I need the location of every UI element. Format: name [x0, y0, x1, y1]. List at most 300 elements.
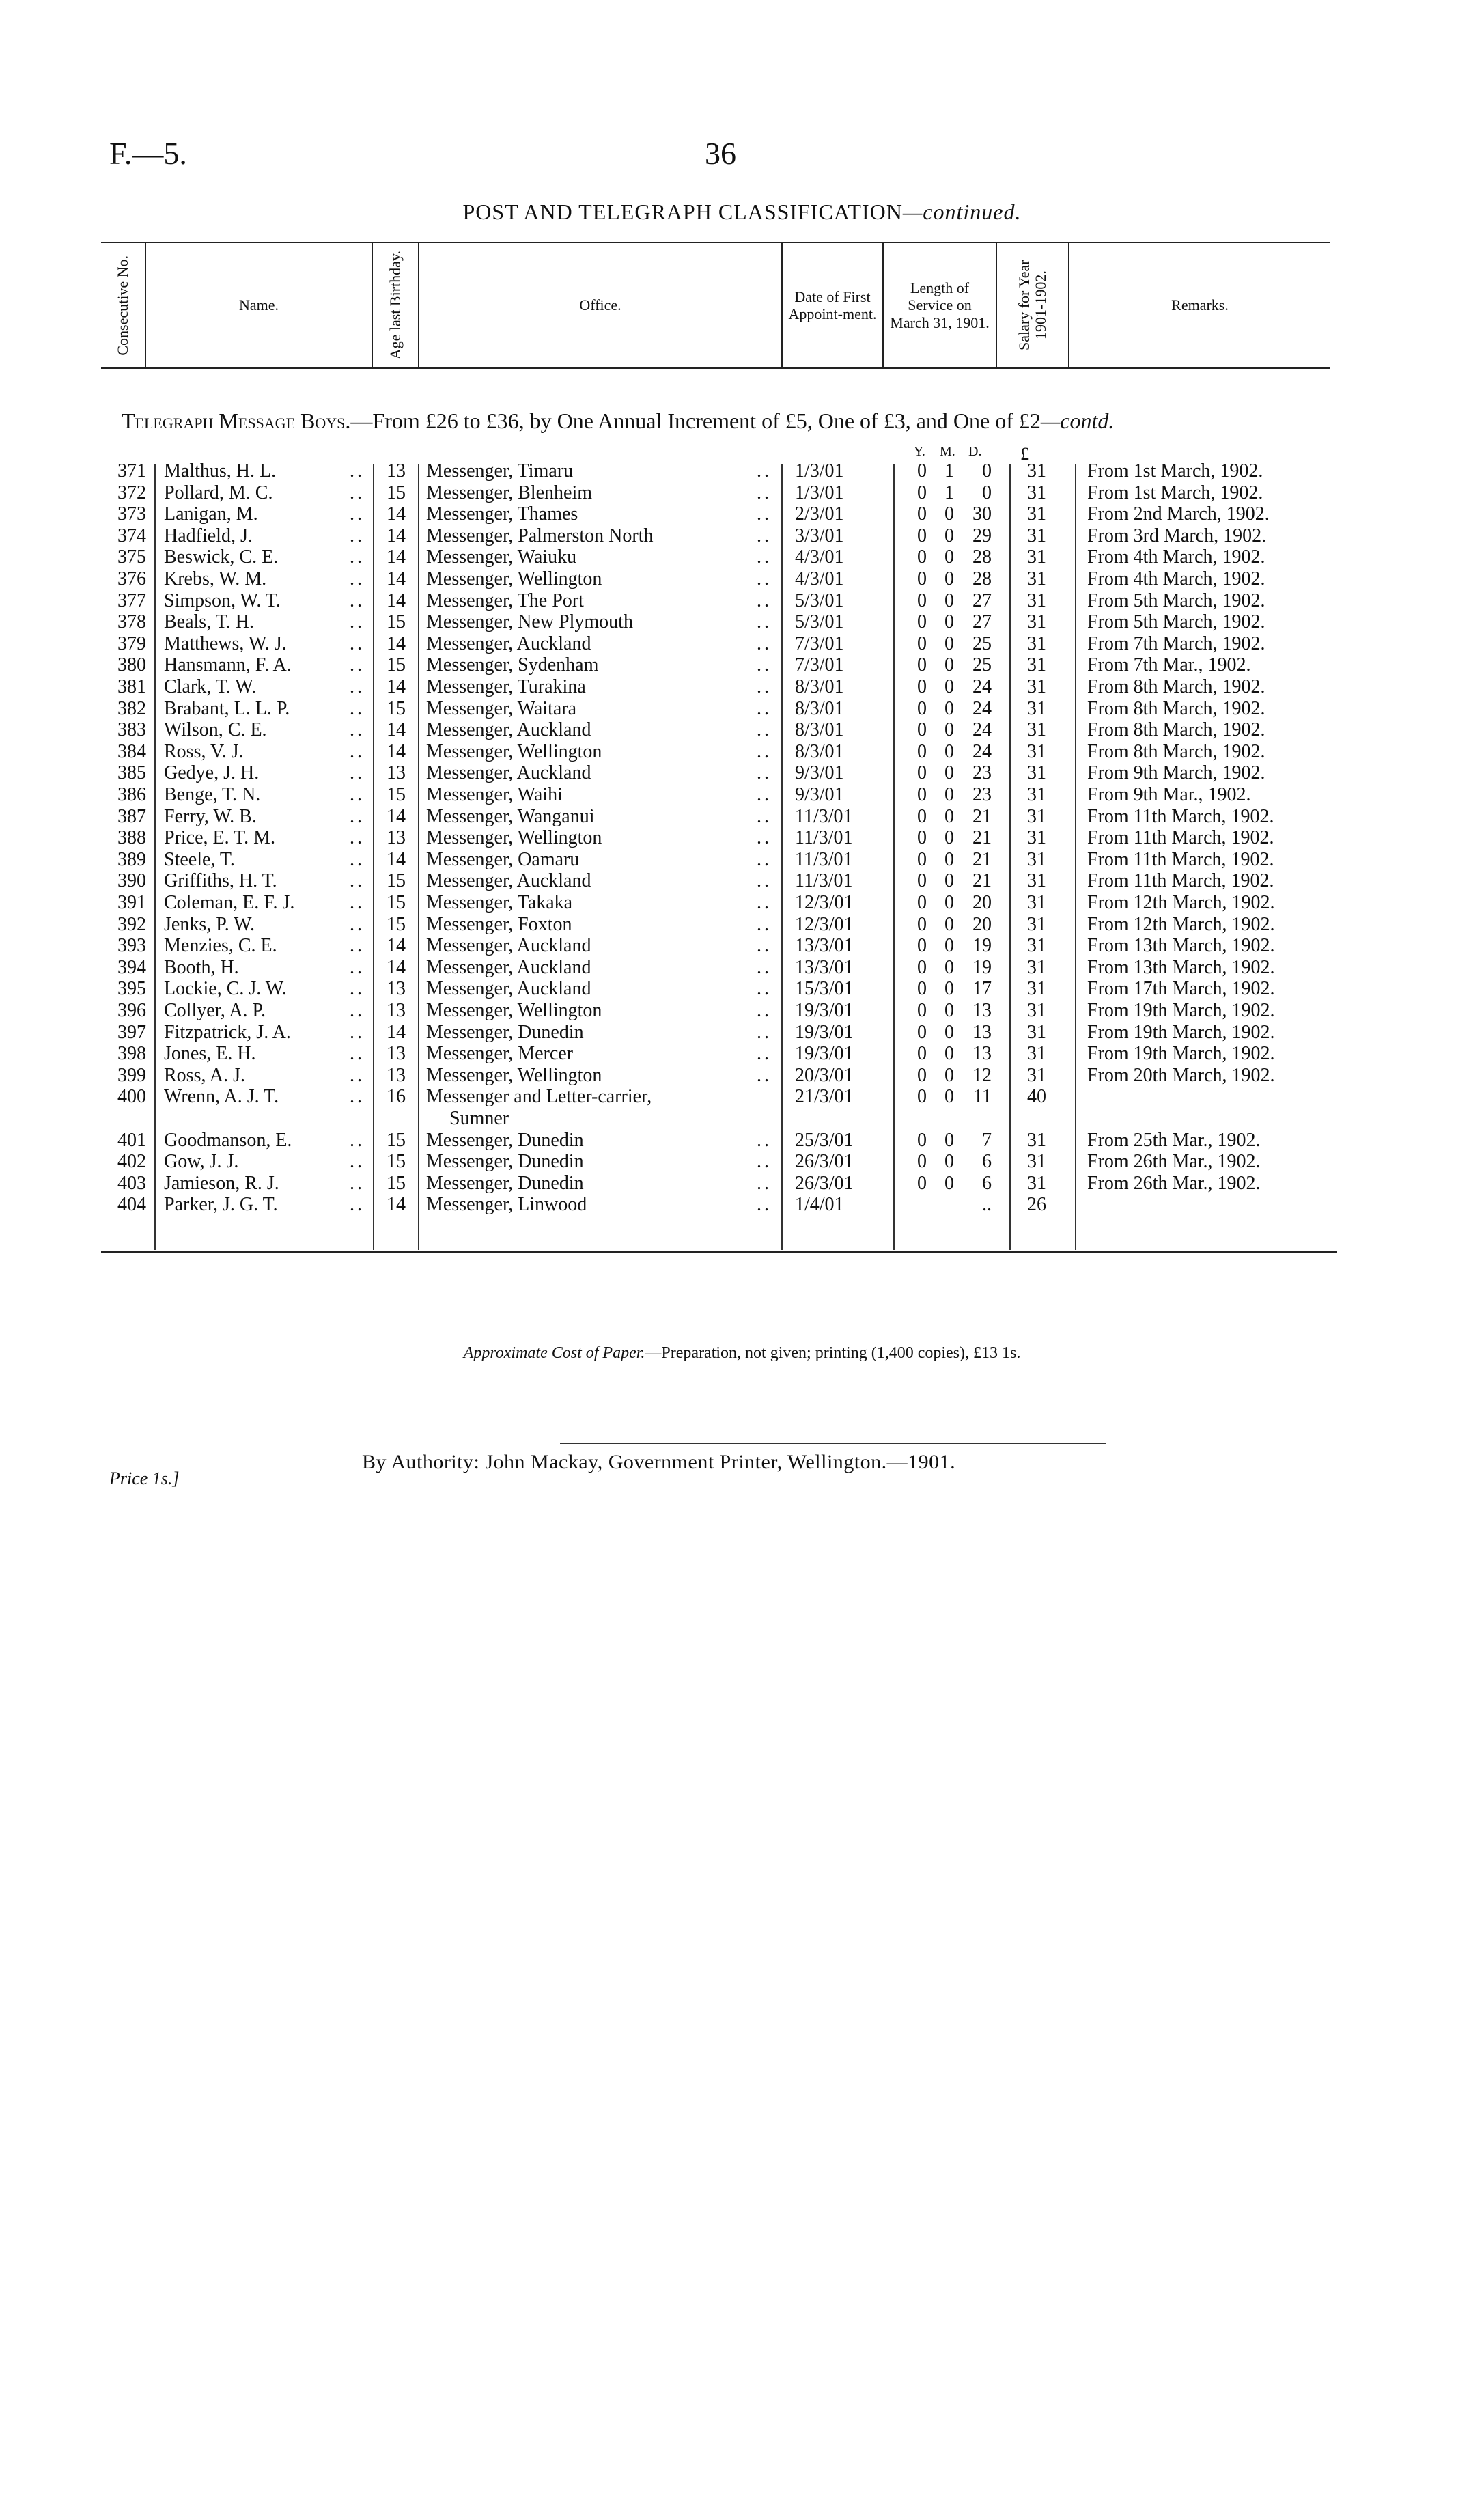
price-note: Price 1s.]: [109, 1468, 180, 1488]
row-number: 402: [117, 1151, 146, 1173]
row-number: 396: [117, 1000, 146, 1021]
leader-dots: ..: [757, 632, 772, 654]
row-number: 394: [117, 956, 146, 978]
row-months: 1: [944, 482, 954, 503]
row-months: 0: [944, 568, 954, 589]
row-name: Lanigan, M.: [164, 503, 258, 525]
table-row: [101, 1022, 1351, 1044]
row-days: 11: [973, 1086, 992, 1108]
row-years: 0: [917, 1000, 927, 1021]
leader-dots: ..: [350, 697, 365, 719]
table-row: [101, 525, 1351, 547]
row-days: 25: [972, 654, 992, 676]
table-row: [101, 611, 1351, 633]
table-row: [101, 719, 1351, 741]
row-name: Ferry, W. B.: [164, 805, 257, 827]
leader-dots: ..: [757, 503, 772, 525]
row-years: 0: [917, 740, 927, 762]
row-salary: 31: [1027, 460, 1046, 482]
row-age: 14: [387, 676, 406, 697]
row-name: Coleman, E. F. J.: [164, 892, 295, 913]
row-salary: 31: [1027, 632, 1046, 654]
row-months: 0: [944, 956, 954, 978]
row-office: Messenger, Linwood: [426, 1194, 587, 1216]
row-salary: 40: [1027, 1086, 1046, 1108]
row-office: Messenger, Sydenham: [426, 654, 599, 676]
row-date: 25/3/01: [795, 1129, 854, 1151]
row-age: 15: [387, 654, 406, 676]
row-days: 28: [972, 568, 992, 589]
row-name: Pollard, M. C.: [164, 482, 273, 503]
row-name: Ross, A. J.: [164, 1064, 246, 1086]
row-age: 13: [387, 762, 406, 784]
row-months: 0: [944, 654, 954, 676]
row-date: 13/3/01: [795, 956, 854, 978]
row-number: 392: [117, 913, 146, 935]
row-age: 14: [387, 589, 406, 611]
row-remarks: From 11th March, 1902.: [1087, 848, 1274, 870]
leader-dots: ..: [350, 460, 365, 482]
table-row: [101, 568, 1351, 590]
row-date: 5/3/01: [795, 611, 844, 633]
leader-dots: ..: [757, 697, 772, 719]
row-months: 0: [944, 1021, 954, 1043]
table-row: [101, 460, 1351, 482]
row-years: 0: [917, 956, 927, 978]
row-months: 0: [944, 546, 954, 568]
leader-dots: ..: [757, 784, 772, 805]
page-title: [0, 199, 1484, 225]
row-name: Gedye, J. H.: [164, 762, 260, 784]
row-age: 13: [387, 460, 406, 482]
row-age: 14: [387, 848, 406, 870]
row-months: 0: [944, 848, 954, 870]
row-age: 15: [387, 482, 406, 503]
row-date: 5/3/01: [795, 589, 844, 611]
row-office: Messenger, New Plymouth: [426, 611, 633, 633]
row-office: Messenger, Wanganui: [426, 805, 595, 827]
row-days: 21: [972, 848, 992, 870]
row-months: 0: [944, 762, 954, 784]
row-number: 373: [117, 503, 146, 525]
row-months: 0: [944, 935, 954, 957]
row-remarks: From 12th March, 1902.: [1087, 913, 1275, 935]
row-office: Messenger, Foxton: [426, 913, 572, 935]
row-remarks: From 20th March, 1902.: [1087, 1064, 1275, 1086]
row-number: 386: [117, 784, 146, 805]
row-number: 404: [117, 1194, 146, 1216]
table-row: [101, 503, 1351, 525]
header-remarks: Remarks.: [1171, 296, 1229, 314]
row-salary: 31: [1027, 1043, 1046, 1065]
leader-dots: ..: [757, 482, 772, 503]
row-remarks: From 9th March, 1902.: [1087, 762, 1265, 784]
row-salary: 31: [1027, 913, 1046, 935]
row-office: Messenger, Waiuku: [426, 546, 577, 568]
row-days: 19: [972, 956, 992, 978]
row-salary: 31: [1027, 848, 1046, 870]
row-salary: 31: [1027, 546, 1046, 568]
leader-dots: ..: [757, 956, 772, 978]
row-date: 7/3/01: [795, 632, 844, 654]
table-row: [101, 698, 1351, 720]
row-years: 0: [917, 1151, 927, 1173]
row-date: 8/3/01: [795, 697, 844, 719]
row-years: 0: [917, 762, 927, 784]
page-number: 36: [705, 136, 736, 171]
row-name: Lockie, C. J. W.: [164, 978, 287, 1000]
row-remarks: From 12th March, 1902.: [1087, 892, 1275, 913]
row-office-continued: Sumner: [449, 1108, 509, 1129]
title-main: POST AND TELEGRAPH CLASSIFICATION: [462, 199, 903, 224]
row-number: 375: [117, 546, 146, 568]
leader-dots: ..: [350, 589, 365, 611]
leader-dots: ..: [350, 848, 365, 870]
row-age: 13: [387, 1043, 406, 1065]
leader-dots: ..: [757, 740, 772, 762]
row-name: Jenks, P. W.: [164, 913, 255, 935]
row-age: 13: [387, 827, 406, 849]
row-name: Griffiths, H. T.: [164, 870, 277, 892]
row-age: 15: [387, 913, 406, 935]
row-date: 8/3/01: [795, 740, 844, 762]
row-age: 15: [387, 1151, 406, 1173]
row-days: 0: [982, 482, 992, 503]
leader-dots: ..: [757, 611, 772, 633]
leader-dots: ..: [757, 870, 772, 892]
row-salary: 31: [1027, 1000, 1046, 1021]
row-days: 25: [972, 632, 992, 654]
row-age: 14: [387, 719, 406, 741]
header-office: Office.: [419, 243, 783, 367]
row-office: Messenger, Wellington: [426, 740, 602, 762]
table-row: [101, 633, 1351, 655]
row-date: 1/3/01: [795, 482, 844, 503]
row-days: 27: [972, 589, 992, 611]
row-age: 14: [387, 568, 406, 589]
row-name: Clark, T. W.: [164, 676, 257, 697]
leader-dots: ..: [350, 611, 365, 633]
row-days: 6: [982, 1172, 992, 1194]
row-date: 15/3/01: [795, 978, 854, 1000]
row-name: Parker, J. G. T.: [164, 1194, 278, 1216]
row-months: 0: [944, 1129, 954, 1151]
row-date: 19/3/01: [795, 1000, 854, 1021]
leader-dots: ..: [757, 1043, 772, 1065]
leader-dots: ..: [350, 632, 365, 654]
row-name: Steele, T.: [164, 848, 235, 870]
row-date: 8/3/01: [795, 676, 844, 697]
row-number: 379: [117, 632, 146, 654]
row-days: 23: [972, 762, 992, 784]
row-days: 12: [972, 1064, 992, 1086]
row-age: 13: [387, 1064, 406, 1086]
leader-dots: ..: [757, 589, 772, 611]
leader-dots: ..: [350, 525, 365, 546]
row-office: Messenger, Thames: [426, 503, 578, 525]
row-date: 19/3/01: [795, 1043, 854, 1065]
row-days: 23: [972, 784, 992, 805]
row-remarks: From 7th March, 1902.: [1087, 632, 1265, 654]
row-date: 9/3/01: [795, 784, 844, 805]
row-days: 19: [972, 935, 992, 957]
row-name: Simpson, W. T.: [164, 589, 281, 611]
row-office: Messenger, Dunedin: [426, 1129, 584, 1151]
row-years: 0: [917, 784, 927, 805]
leader-dots: ..: [757, 913, 772, 935]
row-age: 14: [387, 805, 406, 827]
row-age: 15: [387, 611, 406, 633]
row-name: Krebs, W. M.: [164, 568, 267, 589]
row-number: 385: [117, 762, 146, 784]
table-row-continuation: [101, 1108, 1351, 1130]
row-salary: 31: [1027, 525, 1046, 546]
row-number: 384: [117, 740, 146, 762]
row-number: 401: [117, 1129, 146, 1151]
row-remarks: From 8th March, 1902.: [1087, 676, 1265, 697]
row-months: 0: [944, 1064, 954, 1086]
row-number: 393: [117, 935, 146, 957]
row-years: 0: [917, 503, 927, 525]
row-days: 13: [972, 1000, 992, 1021]
row-days: 0: [982, 460, 992, 482]
leader-dots: ..: [350, 740, 365, 762]
row-age: 13: [387, 978, 406, 1000]
leader-dots: ..: [757, 460, 772, 482]
row-age: 14: [387, 956, 406, 978]
row-months: 1: [944, 460, 954, 482]
table-bottom-rule: [101, 1251, 1337, 1253]
leader-dots: ..: [350, 827, 365, 849]
header-salary: Salary for Year 1901-1902.: [997, 243, 1069, 367]
row-office: Messenger, Waitara: [426, 697, 577, 719]
row-months: 0: [944, 1172, 954, 1194]
row-months: 0: [944, 1151, 954, 1173]
row-remarks: From 13th March, 1902.: [1087, 956, 1275, 978]
table-row: [101, 1151, 1351, 1173]
row-office: Messenger, Takaka: [426, 892, 573, 913]
leader-dots: ..: [350, 676, 365, 697]
row-name: Booth, H.: [164, 956, 239, 978]
row-days: 30: [972, 503, 992, 525]
row-age: 14: [387, 1021, 406, 1043]
row-number: 371: [117, 460, 146, 482]
row-salary: 31: [1027, 1151, 1046, 1173]
row-office: Messenger, Blenheim: [426, 482, 593, 503]
row-salary: 31: [1027, 827, 1046, 849]
row-remarks: From 26th Mar., 1902.: [1087, 1172, 1261, 1194]
row-days: 21: [972, 827, 992, 849]
leader-dots: ..: [757, 827, 772, 849]
table-row: [101, 762, 1351, 784]
row-name: Goodmanson, E.: [164, 1129, 292, 1151]
row-years: 0: [917, 892, 927, 913]
row-number: 388: [117, 827, 146, 849]
leader-dots: ..: [350, 935, 365, 957]
row-number: 399: [117, 1064, 146, 1086]
row-age: 14: [387, 740, 406, 762]
row-number: 374: [117, 525, 146, 546]
row-number: 387: [117, 805, 146, 827]
row-number: 389: [117, 848, 146, 870]
row-years: 0: [917, 1064, 927, 1086]
row-years: 0: [917, 632, 927, 654]
row-remarks: From 19th March, 1902.: [1087, 1043, 1275, 1065]
row-remarks: From 4th March, 1902.: [1087, 546, 1265, 568]
leader-dots: ..: [757, 805, 772, 827]
row-remarks: From 11th March, 1902.: [1087, 805, 1274, 827]
cost-text: —Preparation, not given; printing (1,400 copies), £13 1s.: [645, 1344, 1021, 1362]
section-heading: [122, 408, 1344, 434]
row-remarks: From 4th March, 1902.: [1087, 568, 1265, 589]
row-remarks: From 11th March, 1902.: [1087, 827, 1274, 849]
section-contd: —contd.: [1040, 408, 1115, 433]
row-months: 0: [944, 913, 954, 935]
row-years: 0: [917, 1172, 927, 1194]
row-days: 13: [972, 1043, 992, 1065]
table-row: [101, 935, 1351, 957]
row-salary: 31: [1027, 892, 1046, 913]
leader-dots: ..: [350, 1000, 365, 1021]
table-row: [101, 806, 1351, 828]
row-months: 0: [944, 503, 954, 525]
row-name: Wrenn, A. J. T.: [164, 1086, 279, 1108]
row-office: Messenger, Auckland: [426, 978, 591, 1000]
row-age: 14: [387, 546, 406, 568]
leader-dots: ..: [350, 805, 365, 827]
row-years: 0: [917, 589, 927, 611]
row-date: 26/3/01: [795, 1151, 854, 1173]
row-years: 0: [917, 546, 927, 568]
row-days: 21: [972, 805, 992, 827]
row-remarks: From 5th March, 1902.: [1087, 611, 1265, 633]
unit-pound: £: [1020, 444, 1029, 464]
row-years: 0: [917, 935, 927, 957]
row-name: Brabant, L. L. P.: [164, 697, 290, 719]
leader-dots: ..: [757, 1021, 772, 1043]
table-row: [101, 590, 1351, 612]
row-age: 15: [387, 1172, 406, 1194]
row-salary: 31: [1027, 568, 1046, 589]
row-days: 24: [972, 676, 992, 697]
table-row: [101, 546, 1351, 568]
row-years: 0: [917, 870, 927, 892]
leader-dots: ..: [350, 719, 365, 741]
row-name: Wilson, C. E.: [164, 719, 267, 741]
leader-dots: ..: [757, 978, 772, 1000]
leader-dots: ..: [757, 848, 772, 870]
row-office: Messenger, Palmerston North: [426, 525, 654, 546]
row-days: 17: [972, 978, 992, 1000]
row-office: Messenger, Waihi: [426, 784, 563, 805]
row-days: 13: [972, 1021, 992, 1043]
row-remarks: From 5th March, 1902.: [1087, 589, 1265, 611]
leader-dots: ..: [757, 762, 772, 784]
row-name: Benge, T. N.: [164, 784, 261, 805]
row-age: 14: [387, 1194, 406, 1216]
row-years: 0: [917, 848, 927, 870]
table-row: [101, 784, 1351, 806]
row-salary: 31: [1027, 740, 1046, 762]
row-years: 0: [917, 1021, 927, 1043]
row-number: 400: [117, 1086, 146, 1108]
row-months: 0: [944, 784, 954, 805]
leader-dots: ..: [757, 676, 772, 697]
row-salary: 31: [1027, 978, 1046, 1000]
row-office: Messenger, Auckland: [426, 632, 591, 654]
table-row: [101, 1065, 1351, 1087]
leader-dots: ..: [350, 568, 365, 589]
row-name: Beswick, C. E.: [164, 546, 279, 568]
row-remarks: From 19th March, 1902.: [1087, 1021, 1275, 1043]
row-days: 27: [972, 611, 992, 633]
leader-dots: ..: [757, 654, 772, 676]
row-remarks: From 19th March, 1902.: [1087, 1000, 1275, 1021]
table-row: [101, 1194, 1351, 1216]
unit-days: D.: [968, 444, 982, 459]
row-date: 1/4/01: [795, 1194, 844, 1216]
row-days: 20: [972, 892, 992, 913]
row-date: 3/3/01: [795, 525, 844, 546]
leader-dots: ..: [757, 1194, 772, 1216]
row-months: 0: [944, 805, 954, 827]
row-salary: 31: [1027, 676, 1046, 697]
row-remarks: From 3rd March, 1902.: [1087, 525, 1267, 546]
table-row: [101, 676, 1351, 698]
row-number: 383: [117, 719, 146, 741]
row-days: 28: [972, 546, 992, 568]
leader-dots: ..: [350, 892, 365, 913]
leader-dots: ..: [757, 1064, 772, 1086]
row-years: 0: [917, 827, 927, 849]
row-name: Malthus, H. L.: [164, 460, 277, 482]
leader-dots: ..: [350, 654, 365, 676]
row-years: 0: [917, 676, 927, 697]
row-days: 24: [972, 740, 992, 762]
table-row: [101, 1130, 1351, 1152]
row-date: 8/3/01: [795, 719, 844, 741]
row-age: 14: [387, 632, 406, 654]
row-office: Messenger, Mercer: [426, 1043, 574, 1065]
row-days: 24: [972, 697, 992, 719]
table-row: [101, 1043, 1351, 1065]
row-months: 0: [944, 676, 954, 697]
row-days: 7: [982, 1129, 992, 1151]
row-date: 7/3/01: [795, 654, 844, 676]
row-salary: 31: [1027, 1021, 1046, 1043]
table-row: [101, 1000, 1351, 1022]
row-number: 378: [117, 611, 146, 633]
row-remarks: From 17th March, 1902.: [1087, 978, 1275, 1000]
row-remarks: From 8th March, 1902.: [1087, 697, 1265, 719]
row-name: Hansmann, F. A.: [164, 654, 292, 676]
row-number: 398: [117, 1043, 146, 1065]
row-office: Messenger, Auckland: [426, 719, 591, 741]
row-months: 0: [944, 589, 954, 611]
row-days: 21: [972, 870, 992, 892]
row-office: Messenger and Letter-carrier,: [426, 1086, 652, 1108]
row-date: 4/3/01: [795, 546, 844, 568]
table-row: [101, 482, 1351, 504]
leader-dots: ..: [757, 1129, 772, 1151]
unit-years: Y.: [914, 444, 925, 459]
leader-dots: ..: [757, 892, 772, 913]
leader-dots: ..: [757, 525, 772, 546]
leader-dots: ..: [757, 719, 772, 741]
row-date: 20/3/01: [795, 1064, 854, 1086]
authority-line: By Authority: John Mackay, Government Printer, Wellington.—1901.: [362, 1451, 956, 1473]
row-years: 0: [917, 460, 927, 482]
